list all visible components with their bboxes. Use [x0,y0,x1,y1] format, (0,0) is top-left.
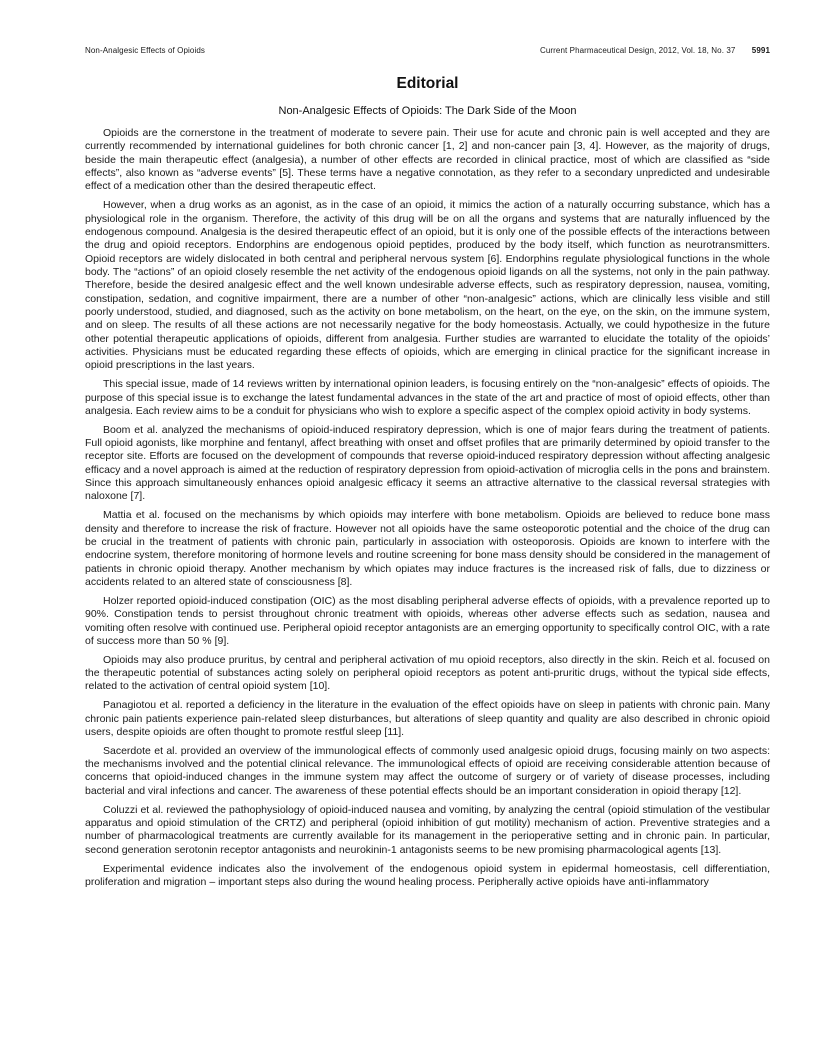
journal-citation: Current Pharmaceutical Design, 2012, Vol. 18, No. 37 [539,46,736,55]
journal-header [540,46,770,55]
section-title: Editorial [396,75,459,92]
paragraph-2: However, when a drug works as an agonist, as in the case of an opioid, it mimics the action of a naturally occurring substance, which has a physiological role in the organism. Therefore, the activity of this drug will be on all the organs and systems that are naturally influenced by the endogenous compound. Analgesia is the desired therapeutic effect of an opioid, but it is only one of the possible effects of the interactions between the drug and opioid receptors. Endorphins are endogenous opioid peptides, produced by the body itself, which function as neurotransmitters. Opioid receptors are widely dislocated in both central and peripheral nervous system [6]. Endorphins regulate physiological functions in the whole body. The “actions” of an opioid closely resemble the net activity of the endogenous opioid ligands on all the systems, not only in the pain pathway. Therefore, beside the desired analgesic effect and the well known undesirable adverse effects, such as respiratory depression, nausea, vomiting, constipation, sedation, and cognitive impairment, there are a number of other “non-analgesic” actions, which are clinically less visible and still poorly understood, studied, and diagnosed, such as the activity on bone metabolism, on the heart, on the eye, on the skin, on the immune system, and on sleep. The results of all these actions are not necessarily negative for the body homeostasis. Actually, we could hypothesize in the future other potential therapeutic applications of opioids, different from analgesia. Further studies are warranted to elucidate the totality of the opioids’ activities. Physicians must be educated regarding these effects of opioids, which are emerging in clinical practice for the significant increase in opioid prescriptions in the last years. [85,199,770,372]
paragraph-1: Opioids are the cornerstone in the treatment of moderate to severe pain. Their use for acute and chronic pain is well accepted and they are currently recommended by international guidelines for both chronic cancer [1, 2] and non-cancer pain [3, 4]. However, as the majority of drugs, beside the main therapeutic effect (analgesia), a number of other effects are recorded in clinical practice, most of which are classified as “side effects”, also known as “adverse events” [5]. These terms have a negative connotation, as they refer to a secondary unpredicted and undesirable effect of a medication other than the desired therapeutic effect. [85,127,770,193]
page-header [85,46,770,55]
paragraph-5: Mattia et al. focused on the mechanisms by which opioids may interfere with bone metabolism. Opioids are believed to reduce bone mass density and therefore to increase the risk of fracture. However not all opioids have the same osteoporotic potential and the choice of the drug can be crucial in the treatment of patients with chronic pain, particularly in association with osteoporosis. Opioids are known to interfere with the endocrine system, therefore monitoring of hormone levels and routine screening for bone mass density should be considered in the management of patients in chronic opioid therapy. Another mechanism by which opiates may induce fractures is the increased risk of falls, due to dizziness or accidents related to an altered state of consciousness [8]. [85,509,770,588]
paragraph-3: This special issue, made of 14 reviews written by international opinion leaders, is focusing entirely on the “non-analgesic” effects of opioids. The purpose of this special issue is to exchange the latest fundamental advances in the state of the art and practice of most of opioid effects, other than analgesia. Each review aims to be a conduit for physicians who wish to explore a specific aspect of the complex opioid activity in body systems. [85,378,770,417]
paragraph-6: Holzer reported opioid-induced constipation (OIC) as the most disabling peripheral adverse effects of opioids, with a prevalence reported up to 90%. Constipation tends to persist throughout chronic treatment with opioids, whereas other adverse effects such as sedation, nausea and vomiting often resolve with continued use. Peripheral opioid receptor antagonists are an emerging opportunity to specifically control OIC, with a rate of success more than 50 % [9]. [85,594,770,647]
running-title: Non-Analgesic Effects of Opioids [85,46,206,55]
paragraph-4: Boom et al. analyzed the mechanisms of opioid-induced respiratory depression, which is one of major fears during the treatment of patients. Full opioid agonists, like morphine and fentanyl, affect breathing with onset and offset profiles that are primarily determined by opioid transfer to the receptor site. Efforts are focused on the development of compounds that reverse opioid-induced respiratory depression without affecting analgesic efficacy and a novel approach is aimed at the reduction of respiratory depression from opioid-activation of microglia cells in the pons and brainstem. Since this approach simultaneously enhances opioid analgesic efficacy it seems an attractive alternative to the classical reversal strategies with naloxone [7]. [85,423,771,503]
paragraph-8: Panagiotou et al. reported a deficiency in the literature in the evaluation of the effect opioids have on sleep in patients with chronic pain. Many chronic pain patients experience pain-related sleep disturbances, but alterations of sleep quantity and quality are also described in chronic opioid users, despite opioids are often thought to promote restful sleep [11]. [85,699,770,738]
article-body [85,127,770,889]
paragraph-9: Sacerdote et al. provided an overview of the immunological effects of commonly used analgesic opioid drugs, focusing mainly on two aspects: the mechanisms involved and the potential clinical relevance. The immunological effects of opioid are receiving considerable attention because of concerns that opioid-induced changes in the immune system may affect the outcome of surgery or of variety of disease processes, including bacterial and viral infections and cancer. The awareness of these potential effects should be an important consideration in opioid therapy [12]. [85,744,770,797]
paragraph-7: Opioids may also produce pruritus, by central and peripheral activation of mu opioid receptors, also directly in the skin. Reich et al. focused on the therapeutic potential of substances acting solely on peripheral opioid receptors as potent anti-pruritic drugs, without the typical side effects, related to the activation of central opioid system [10]. [85,653,770,693]
paragraph-10: Coluzzi et al. reviewed the pathophysiology of opioid-induced nausea and vomiting, by analyzing the central (opioid stimulation of the vestibular apparatus and opioid stimulation of the CRTZ) and peripheral (opioid inhibition of gut motility) mechanism of action. Preventive strategies and a number of pharmacological treatments are currently available for its management in the perioperative setting and in chronic pain. In particular, second generation serotonin receptor antagonists and neurokinin-1 antagonists seems to be new promising pharmacological agents [13]. [85,803,770,856]
page-number: 5991 [751,46,770,55]
article-title: Non-Analgesic Effects of Opioids: The Dark Side of the Moon [278,105,577,117]
paragraph-11: Experimental evidence indicates also the involvement of the endogenous opioid system in epidermal homeostasis, cell differentiation, proliferation and migration – important steps also during the wound healing process. Peripherally active opioids have anti-inflammatory [85,862,770,888]
